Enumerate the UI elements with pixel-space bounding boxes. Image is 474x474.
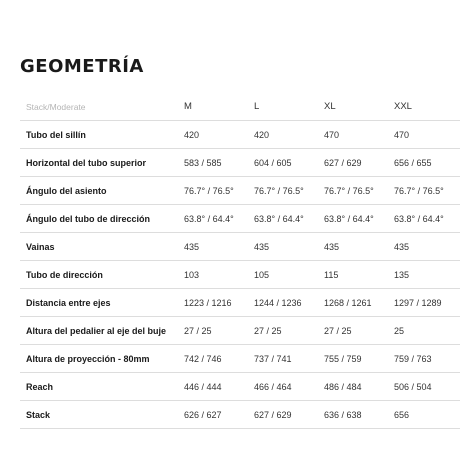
row-label: Tubo de dirección [20,261,178,289]
cell-value: 63.8° / 64.4° [178,205,248,233]
cell-value: 420 [248,121,318,149]
header-corner-label: Stack/Moderate [20,94,178,121]
row-label: Tubo del sillín [20,121,178,149]
cell-value: 63.8° / 64.4° [388,205,460,233]
page-title: GEOMETRÍA [20,56,144,77]
cell-value: 420 [178,121,248,149]
cell-value: 1297 / 1289 [388,289,460,317]
header-size-xxl: XXL [388,94,460,121]
table-row [20,261,460,289]
cell-value: 76.7° / 76.5° [178,177,248,205]
row-label: Altura de proyección - 80mm [20,345,178,373]
cell-value: 1268 / 1261 [318,289,388,317]
row-label: Ángulo del tubo de dirección [20,205,178,233]
cell-value: 63.8° / 64.4° [248,205,318,233]
cell-value: 627 / 629 [318,149,388,177]
table-row [20,121,460,149]
cell-value: 135 [388,261,460,289]
cell-value: 27 / 25 [318,317,388,345]
table-row [20,177,460,205]
table-row [20,401,460,429]
row-label: Ángulo del asiento [20,177,178,205]
cell-value: 435 [178,233,248,261]
cell-value: 446 / 444 [178,373,248,401]
cell-value: 583 / 585 [178,149,248,177]
cell-value: 435 [318,233,388,261]
cell-value: 466 / 464 [248,373,318,401]
cell-value: 627 / 629 [248,401,318,429]
cell-value: 63.8° / 64.4° [318,205,388,233]
cell-value: 737 / 741 [248,345,318,373]
header-size-m: M [178,94,248,121]
cell-value: 636 / 638 [318,401,388,429]
cell-value: 1244 / 1236 [248,289,318,317]
header-size-xl: XL [318,94,388,121]
cell-value: 759 / 763 [388,345,460,373]
cell-value: 470 [318,121,388,149]
cell-value: 435 [388,233,460,261]
cell-value: 435 [248,233,318,261]
table-row [20,373,460,401]
cell-value: 76.7° / 76.5° [388,177,460,205]
row-label: Horizontal del tubo superior [20,149,178,177]
cell-value: 486 / 484 [318,373,388,401]
cell-value: 105 [248,261,318,289]
cell-value: 115 [318,261,388,289]
table-header-row [20,94,460,121]
cell-value: 506 / 504 [388,373,460,401]
table-row [20,233,460,261]
table-row [20,345,460,373]
table-row [20,149,460,177]
cell-value: 76.7° / 76.5° [248,177,318,205]
row-label: Stack [20,401,178,429]
cell-value: 27 / 25 [248,317,318,345]
cell-value: 27 / 25 [178,317,248,345]
table-row [20,317,460,345]
table-row [20,205,460,233]
cell-value: 742 / 746 [178,345,248,373]
cell-value: 755 / 759 [318,345,388,373]
cell-value: 103 [178,261,248,289]
cell-value: 1223 / 1216 [178,289,248,317]
cell-value: 656 / 655 [388,149,460,177]
cell-value: 76.7° / 76.5° [318,177,388,205]
cell-value: 656 [388,401,460,429]
table-body [20,121,460,429]
cell-value: 626 / 627 [178,401,248,429]
row-label: Altura del pedalier al eje del buje [20,317,178,345]
header-size-l: L [248,94,318,121]
cell-value: 25 [388,317,460,345]
row-label: Vainas [20,233,178,261]
geometry-table [20,94,460,429]
cell-value: 604 / 605 [248,149,318,177]
row-label: Reach [20,373,178,401]
table-row [20,289,460,317]
row-label: Distancia entre ejes [20,289,178,317]
cell-value: 470 [388,121,460,149]
